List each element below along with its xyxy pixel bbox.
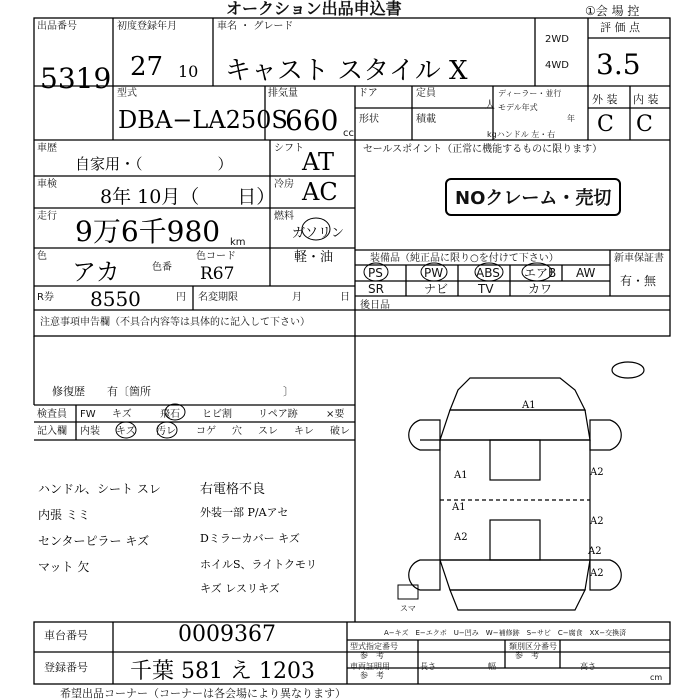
- first-reg-year-value: 27: [130, 52, 164, 82]
- aircon-value: AC: [302, 178, 338, 206]
- venue-copy-label: ①会 場 控: [585, 4, 640, 18]
- note-left-2: センターピラー キズ: [38, 534, 150, 548]
- in-item-1: キズ: [116, 426, 136, 437]
- in-item-2: 汚レ: [156, 426, 176, 437]
- later-items-label: 後日品: [360, 300, 390, 311]
- ref1-label: 型式指定番号: [350, 642, 398, 651]
- note-right-0: 右電格不良: [200, 482, 266, 497]
- damage-mark: A2: [454, 532, 468, 543]
- shift-label: シフト: [274, 143, 304, 154]
- first-reg-month-value: 10: [178, 62, 199, 81]
- handle-label: kgハンドル 左・右: [487, 130, 556, 139]
- damage-mark: A1: [454, 470, 468, 481]
- model-grade-value: キャスト スタイル X: [225, 56, 468, 86]
- sales-point-label: セールスポイント（正常に機能するものに限ります）: [363, 144, 603, 155]
- color-code-label: 色コード: [196, 251, 236, 262]
- in-item-5: スレ: [258, 426, 278, 437]
- doors-label: ドア: [358, 88, 378, 99]
- mileage-value: 9万6千980: [75, 215, 221, 248]
- damage-mark: A2: [590, 568, 604, 579]
- note-left-0: ハンドル、シート スレ: [38, 482, 161, 496]
- yen-unit: 円: [176, 292, 186, 303]
- rating-value: 3.5: [596, 48, 641, 81]
- in-item-0: 内装: [80, 426, 100, 437]
- note-right-1: 外装一部 P/Aアセ: [200, 506, 289, 519]
- drive-2wd-label: 2WD: [545, 34, 569, 45]
- chassis-value: 0009367: [178, 622, 276, 647]
- type-value: DBA−LA250S: [118, 106, 288, 134]
- r-ticket-label: R券: [37, 292, 54, 303]
- exterior-label: 外 装: [592, 93, 618, 106]
- fw-item-4: リペア跡: [258, 409, 298, 420]
- car-diagram: [398, 362, 644, 610]
- equip-sr: SR: [368, 282, 384, 296]
- entry-label: 記入欄: [37, 426, 67, 437]
- equip-leather: カワ: [528, 282, 553, 296]
- shift-value: AT: [302, 148, 335, 176]
- repair-history-label: 修復歴 有〔箇所 〕: [52, 385, 294, 398]
- month-unit: 月: [292, 292, 302, 303]
- fuel-other: 軽・油: [294, 250, 334, 265]
- exterior-value: C: [597, 112, 614, 137]
- note-left-3: マット 欠: [38, 560, 90, 574]
- history-value: 自家用・（ ）: [75, 155, 233, 173]
- in-item-7: 破レ: [330, 426, 350, 437]
- color-label: 色: [37, 251, 47, 262]
- ref1b-label: 参 考: [360, 651, 384, 660]
- equip-ps: PS: [368, 266, 383, 280]
- note-right-2: Dミラーカバー キズ: [200, 532, 300, 545]
- suma-label: スマ: [400, 604, 416, 613]
- in-item-3: コゲ: [196, 426, 216, 437]
- damage-mark: A2: [588, 546, 602, 557]
- equip-pw: PW: [424, 266, 444, 280]
- registration-value: 千葉 581 え 1203: [130, 659, 315, 684]
- load-label: 積載: [416, 114, 436, 125]
- inspection-label: 車検: [37, 179, 57, 190]
- equip-abs: ABS: [476, 266, 500, 280]
- model-year-label: モデル年式: [498, 103, 538, 112]
- form-title: オークション出品申込書: [226, 0, 402, 18]
- drive-4wd-label: 4WD: [545, 60, 569, 71]
- in-item-6: キレ: [294, 426, 314, 437]
- km-unit: km: [230, 237, 246, 248]
- damage-mark: A1: [452, 502, 466, 513]
- r-ticket-value: 8550: [90, 287, 141, 311]
- displacement-label: 排気量: [268, 88, 298, 99]
- history-label: 車歴: [37, 143, 57, 154]
- equip-aw: AW: [576, 266, 596, 280]
- ref3b-label: 参 考: [360, 671, 384, 680]
- type-label: 型式: [117, 88, 137, 99]
- cc-unit: cc: [343, 128, 354, 139]
- cm-unit: cm: [650, 673, 663, 682]
- fw-item-0: FW: [80, 409, 96, 420]
- name-change-label: 名変期限: [198, 292, 238, 303]
- fuel-value: ガソリン: [292, 226, 345, 241]
- mileage-label: 走行: [37, 211, 57, 222]
- ref2b-label: 参 考: [515, 651, 539, 660]
- equipment-label: 装備品（純正品に限り○を付けて下さい）: [370, 253, 559, 264]
- note-right-4: キズ レスリキズ: [200, 582, 280, 595]
- note-right-3: ホイルS、ライトクモリ: [200, 558, 317, 571]
- bottom-corner-label: 希望出品コーナー（コーナーは各会場により異なります）: [60, 687, 346, 700]
- shape-label: 形状: [359, 114, 379, 125]
- ref2-label: 類別区分番号: [509, 642, 557, 651]
- model-grade-label: 車名 ・ グレード: [217, 21, 294, 32]
- fw-item-2: 飛石: [160, 409, 180, 420]
- warranty-options: 有・無: [620, 274, 657, 288]
- equip-tv: TV: [478, 282, 494, 296]
- inspection-value: 8年 10月（ 日）: [100, 186, 276, 208]
- no-claim-stamp: NOクレーム・売切: [445, 178, 621, 216]
- registration-label: 登録番号: [44, 661, 88, 674]
- length-label: 長さ: [420, 662, 436, 671]
- equip-airbag: エアB: [524, 266, 557, 280]
- inspector-label: 検査員: [37, 409, 67, 420]
- in-item-4: 穴: [232, 426, 242, 437]
- width-label: 幅: [488, 662, 496, 671]
- interior-label: 内 装: [633, 93, 659, 106]
- color-no-label: 色番: [152, 262, 172, 273]
- year-unit: 年: [567, 114, 575, 123]
- notes-label: 注意事項申告欄（不具合内容等は具体的に記入して下さい）: [40, 317, 310, 328]
- persons-unit: 人: [485, 100, 495, 111]
- color-code-value: R67: [200, 264, 235, 284]
- capacity-label: 定員: [416, 88, 436, 99]
- lot-number-label: 出品番号: [37, 21, 77, 32]
- ref3-label: 車両証明用: [350, 662, 390, 671]
- fw-item-3: ヒビ割: [202, 409, 232, 420]
- damage-mark: A1: [522, 400, 536, 411]
- warranty-label: 新車保証書: [614, 253, 664, 264]
- displacement-value: 660: [285, 104, 339, 137]
- aircon-label: 冷房: [274, 179, 294, 190]
- damage-mark: A2: [590, 516, 604, 527]
- damage-legend: A−キズ E−エクボ U−凹み W−補修跡 S−サビ C−腐食 XX−交換済: [384, 629, 627, 637]
- color-value: アカ: [72, 258, 120, 286]
- fuel-label: 燃料: [274, 211, 294, 222]
- rating-label: 評 価 点: [600, 21, 640, 34]
- first-registration-label: 初度登録年月: [117, 21, 177, 32]
- damage-mark: A2: [590, 467, 604, 478]
- day-unit: 日: [340, 292, 350, 303]
- note-left-1: 内張 ミミ: [38, 508, 90, 522]
- dealer-label: ディーラー・並行: [498, 89, 562, 98]
- fw-item-5: ×要: [326, 409, 345, 420]
- height-label: 高さ: [580, 662, 596, 671]
- fw-item-1: キズ: [112, 409, 132, 420]
- lot-number-value: 5319: [40, 62, 112, 95]
- equip-navi: ナビ: [424, 282, 449, 296]
- chassis-label: 車台番号: [44, 629, 88, 642]
- interior-value: C: [636, 112, 653, 137]
